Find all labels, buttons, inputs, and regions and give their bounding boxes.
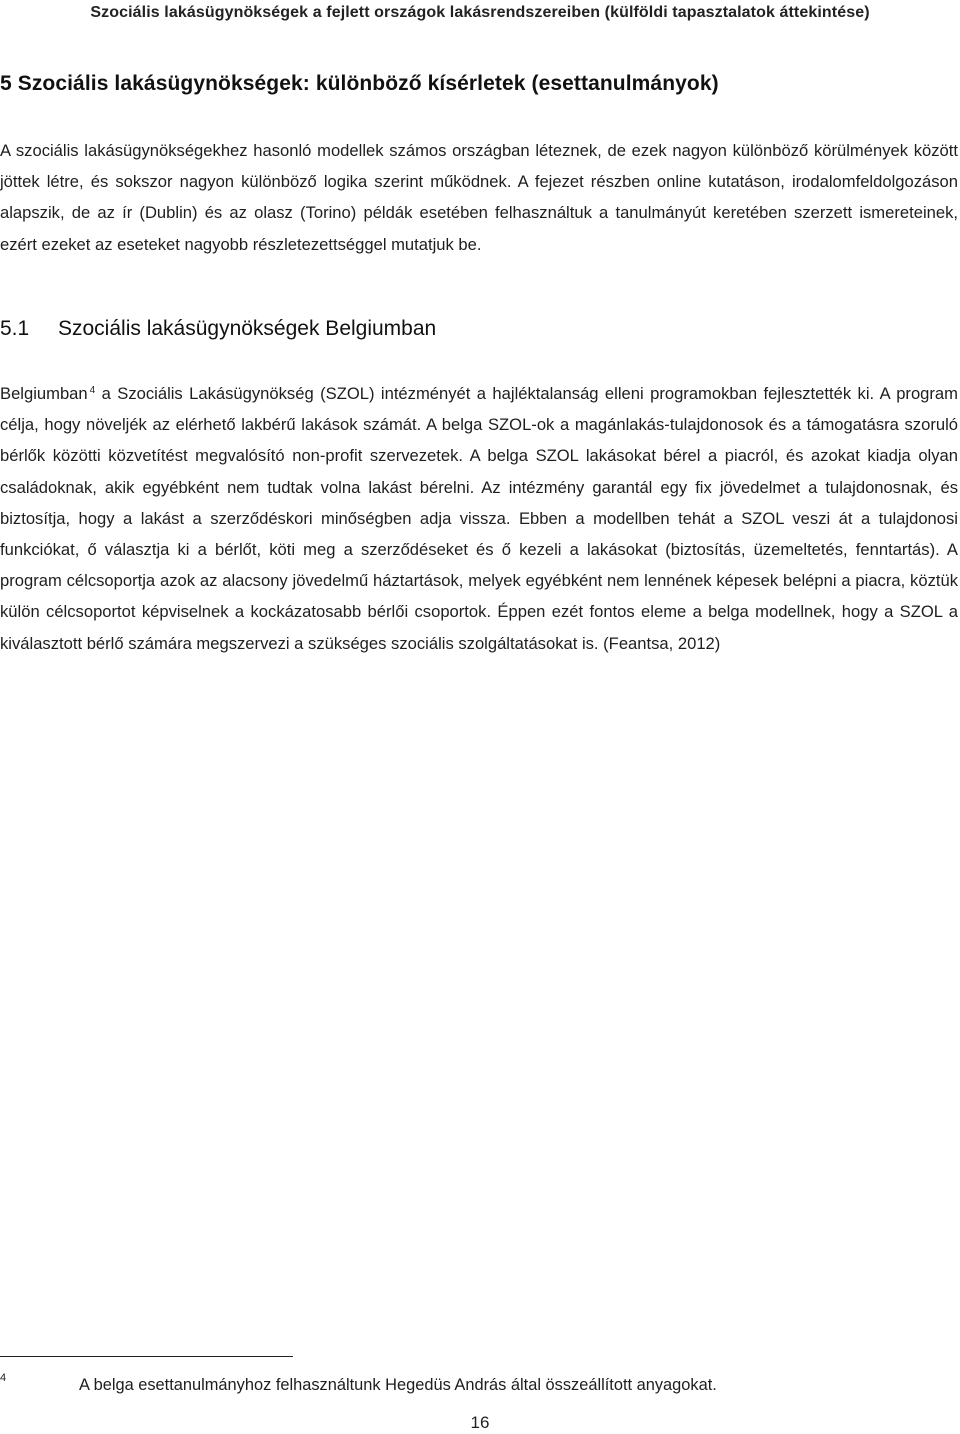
footnote-mark: 4 bbox=[0, 1372, 7, 1384]
footnote-divider bbox=[0, 1356, 293, 1357]
section-number: 5.1 bbox=[0, 317, 30, 340]
belgium-lead-word: Belgiumban bbox=[0, 384, 88, 403]
belgium-paragraph bbox=[0, 378, 958, 659]
footnote-text: A belga esettanulmányhoz felhasználtunk Hegedüs András által összeállított anyagokat. bbox=[79, 1376, 717, 1394]
belgium-paragraph-text: a Szociális Lakásügynökség (SZOL) intézményét a hajléktalanság elleni programokban fejlesztették ki. A program célja, hogy növeljék az elérhető lakbérű lakások számát. A belga SZOL-ok a magánlakás-tulajdonosok és a támogatásra szoruló bérlők közötti közvetítést megvalósító non-profit szervezetek. A belga SZOL lakásokat bérel a piacról, és azokat kiadja olyan családoknak, akik egyébként nem tudtak volna lakást bérelni. Az intézmény garantál egy fix jövedelmet a tulajdonosnak, és biztosítja, hogy a lakást a szerződéskori minőségben adja vissza. Ebben a modellben tehát a SZOL veszi át a tulajdonosi funkciókat, ő választja ki a bérlőt, köti meg a szerződéseket és ő kezeli a lakásokat (biztosítás, üzemeltetés, fenntartás). A program célcsoportja azok az alacsony jövedelmű háztartások, melyek egyébként nem lennének képesek belépni a piacra, köztük külön célcsoportot képviselnek a kockázatosabb bérlői csoportok. Éppen ezét fontos eleme a belga modellnek, hogy a SZOL a kiválasztott bérlő számára megszervezi a szükséges szociális szolgáltatásokat is. (Feantsa, 2012) bbox=[0, 384, 958, 653]
running-header: Szociális lakásügynökségek a fejlett országok lakásrendszereiben (külföldi tapasztalatok áttekintése) bbox=[90, 4, 870, 21]
section-title: Szociális lakásügynökségek Belgiumban bbox=[58, 317, 437, 340]
page-number: 16 bbox=[470, 1413, 490, 1432]
intro-paragraph: A szociális lakásügynökségekhez hasonló modellek számos országban léteznek, de ezek nagyon különböző körülmények között jöttek létre, és sokszor nagyon különböző logika szerint működnek. A fejezet részben online kutatáson, irodalomfeldolgozáson alapszik, de az ír (Dublin) és az olasz (Torino) példák esetében felhasználtuk a tanulmányút keretében szerzett ismereteinek, ezért ezeket az eseteket nagyobb részletezettséggel mutatjuk be. bbox=[0, 141, 958, 254]
section-heading bbox=[0, 317, 436, 341]
footnote-reference[interactable]: 4 bbox=[89, 385, 96, 396]
chapter-title: 5 Szociális lakásügynökségek: különböző kísérletek (esettanulmányok) bbox=[0, 72, 719, 95]
